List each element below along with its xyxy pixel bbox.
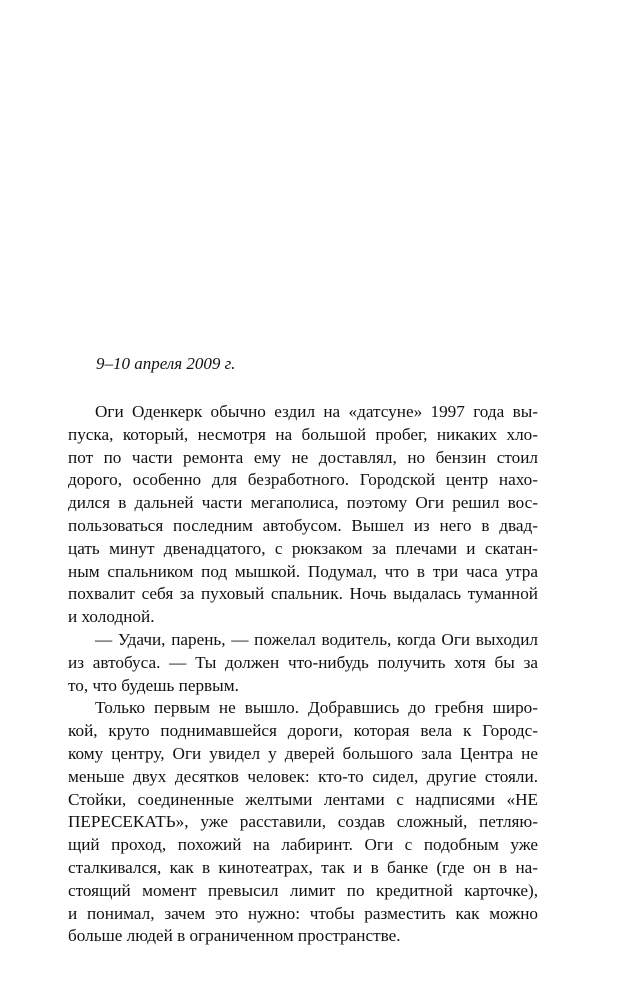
text-line: — Удачи, парень, — пожелал водитель, когда Оги выходил bbox=[95, 629, 538, 649]
chapter-date: 9–10 апреля 2009 г. bbox=[96, 354, 236, 373]
text-line: Только первым не вышло. Добравшись до гребня широ- bbox=[95, 698, 538, 718]
text-line: больше людей в ограниченном пространстве. bbox=[68, 926, 401, 946]
text-line: кому центру, Оги увидел у дверей большого зала Центра не bbox=[68, 743, 538, 763]
text-line: цать минут двенадцатого, с рюкзаком за плечами и скатан- bbox=[68, 538, 538, 558]
text-line: пот по части ремонта ему не доставлял, но бензин стоил bbox=[68, 447, 538, 467]
text-line: ным спальником под мышкой. Подумал, что в три часа утра bbox=[68, 561, 538, 581]
text-line: то, что будешь первым. bbox=[68, 675, 239, 695]
text-line: и холодной. bbox=[68, 607, 155, 627]
text-line: ПЕРЕСЕКАТЬ», уже расставили, создав сложный, петляю- bbox=[68, 812, 538, 832]
text-line: кой, круто поднимавшейся дороги, которая вела к Городс- bbox=[68, 721, 538, 741]
text-line: из автобуса. — Ты должен что-нибудь получить хотя бы за bbox=[68, 652, 538, 672]
text-line: меньше двух десятков человек: кто-то сидел, другие стояли. bbox=[68, 766, 538, 786]
text-line: Стойки, соединенные желтыми лентами с надписями «НЕ bbox=[68, 789, 538, 809]
text-line: дился в дальней части мегаполиса, поэтому Оги решил вос- bbox=[68, 493, 538, 513]
text-line: стоящий момент превысил лимит по кредитной карточке), bbox=[68, 880, 538, 900]
text-line: похвалит себя за пуховый спальник. Ночь выдалась туманной bbox=[68, 584, 538, 604]
text-line: сталкивался, как в кинотеатрах, так и в банке (где он в на- bbox=[68, 857, 538, 877]
text-line: Оги Оденкерк обычно ездил на «датсуне» 1997 года вы- bbox=[95, 402, 538, 421]
text-line: и понимал, зачем это нужно: чтобы разместить как можно bbox=[68, 903, 538, 923]
body-text bbox=[68, 401, 538, 948]
text-line: пользоваться последним автобусом. Вышел из него в двад- bbox=[68, 515, 538, 535]
text-line: щий проход, похожий на лабиринт. Оги с подобным уже bbox=[68, 835, 538, 855]
text-line: дорого, особенно для безработного. Городской центр нахо- bbox=[68, 470, 538, 490]
text-line: пуска, который, несмотря на большой пробег, никаких хло- bbox=[68, 424, 538, 444]
